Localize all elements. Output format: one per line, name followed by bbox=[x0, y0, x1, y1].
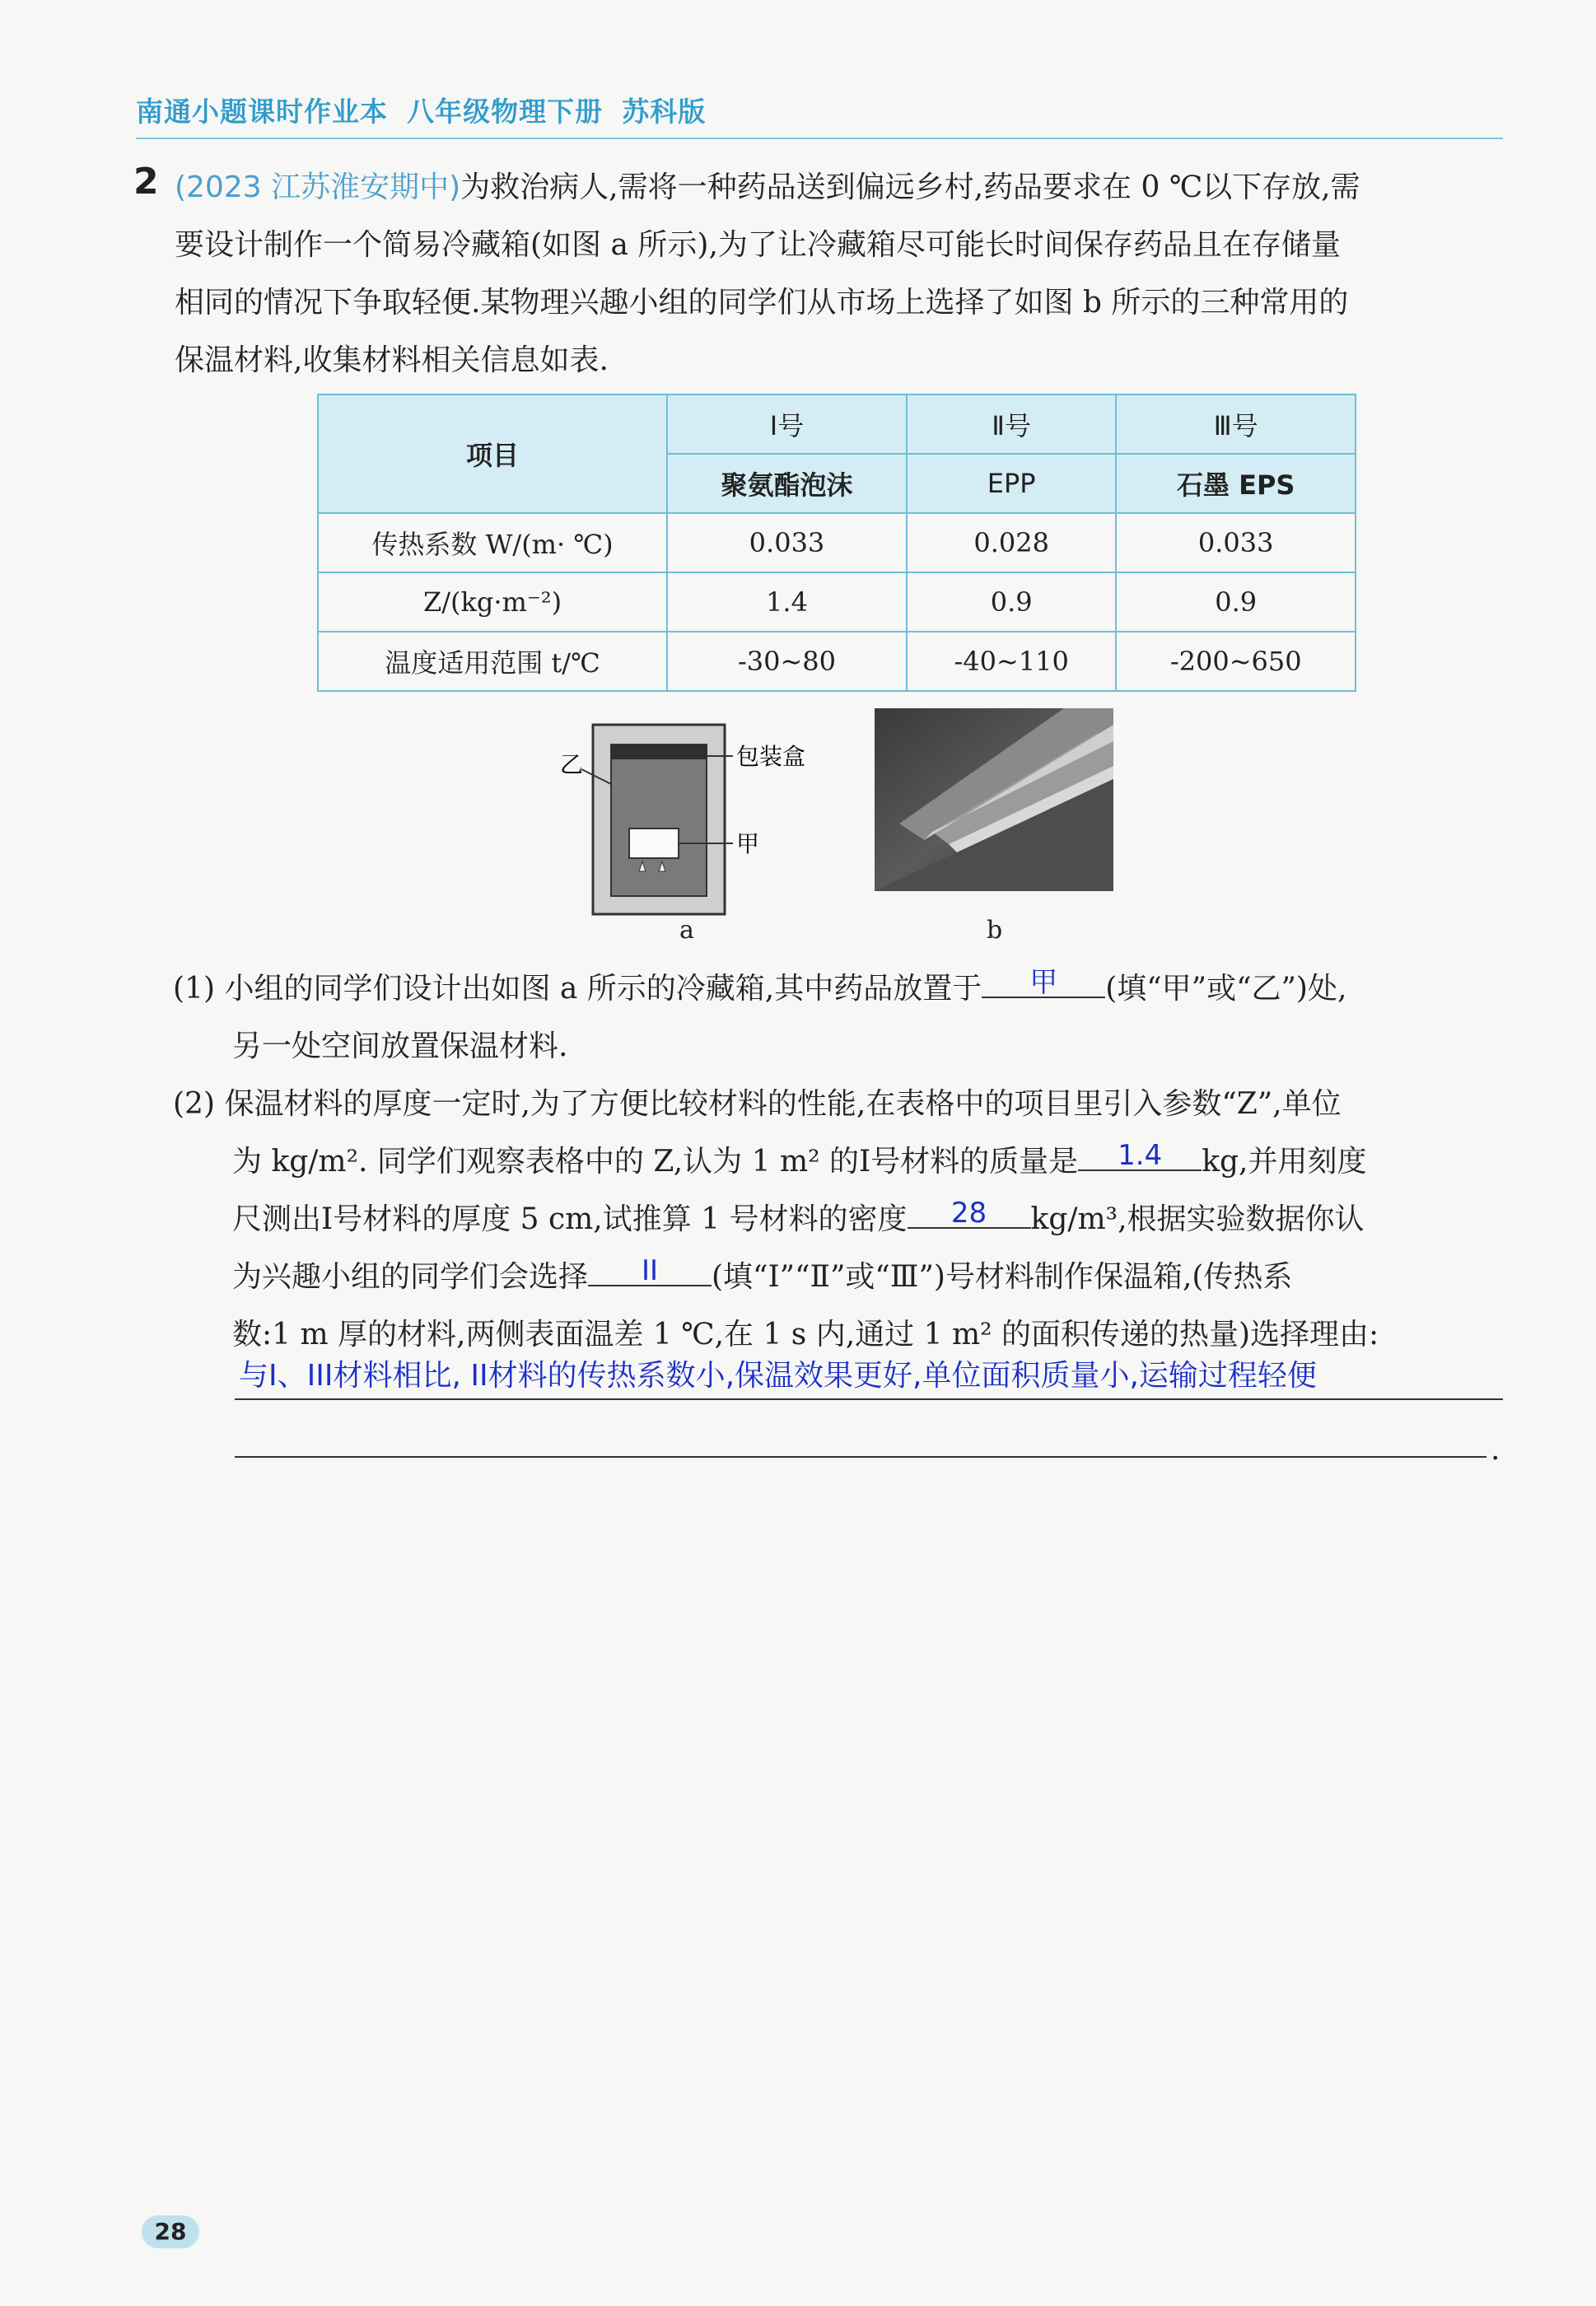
part-2-line-5: 数:1 m 厚的材料,两侧表面温差 1 ℃,在 1 s 内,通过 1 m² 的面积传递的热量)选择理由: bbox=[232, 1318, 1379, 1351]
question-line-4: 保温材料,收集材料相关信息如表. bbox=[175, 343, 609, 377]
part-2-line-2 bbox=[173, 1133, 1566, 1191]
table-cell: 0.9 bbox=[907, 572, 1116, 632]
book-grade: 八年级物理下册 bbox=[407, 96, 604, 128]
part-1-line-1 bbox=[173, 960, 1507, 1018]
caption-b: b bbox=[987, 916, 1003, 945]
part-2-line-1: (2) 保温材料的厚度一定时,为了方便比较材料的性能,在表格中的项目里引入参数“Z”,单位 bbox=[173, 1087, 1342, 1121]
answer-blank-4[interactable] bbox=[588, 1249, 712, 1286]
part-2-text: 为兴趣小组的同学们会选择 bbox=[232, 1260, 589, 1294]
answer-material: II bbox=[641, 1254, 659, 1287]
part-2-text: kg/m³,根据实验数据你认 bbox=[1030, 1202, 1365, 1236]
answer-line-1[interactable] bbox=[235, 1398, 1503, 1400]
part-2-text: (填“Ⅰ”“Ⅱ”或“Ⅲ”)号材料制作保温箱,(传热系 bbox=[712, 1260, 1293, 1294]
col-name-1: 聚氨酯泡沫 bbox=[667, 454, 907, 513]
caption-a: a bbox=[679, 916, 694, 945]
running-header bbox=[136, 91, 1503, 139]
part-1-text: (1) 小组的同学们设计出如图 a 所示的冷藏箱,其中药品放置于 bbox=[173, 972, 982, 1006]
book-edition: 苏科版 bbox=[622, 96, 707, 128]
answer-line-2[interactable] bbox=[235, 1456, 1486, 1458]
question-text-1: 为救治病人,需将一种药品送到偏远乡村,药品要求在 0 ℃以下存放,需 bbox=[460, 170, 1360, 204]
label-box: 包装盒 bbox=[736, 743, 806, 770]
question-line-1 bbox=[175, 159, 1505, 217]
col-name-3: 石墨 EPS bbox=[1116, 454, 1356, 513]
question-number: 2 bbox=[133, 161, 159, 203]
table-cell: -200~650 bbox=[1116, 632, 1356, 691]
label-yi: 乙 bbox=[560, 751, 584, 778]
table-cell: 0.033 bbox=[1116, 513, 1356, 572]
table-row bbox=[318, 513, 1356, 572]
table-cell: -30~80 bbox=[667, 632, 907, 691]
answer-reason: 与I、III材料相比, II材料的传热系数小,保温效果更好,单位面积质量小,运输过程轻便 bbox=[239, 1359, 1317, 1393]
table-row bbox=[318, 572, 1356, 632]
part-2-text: 为 kg/m². 同学们观察表格中的 Z,认为 1 m² 的Ⅰ号材料的质量是 bbox=[232, 1145, 1079, 1179]
table-row bbox=[318, 632, 1356, 691]
top-layer bbox=[611, 745, 707, 759]
inner-space bbox=[611, 745, 707, 896]
answer-blank-2[interactable] bbox=[1078, 1133, 1202, 1171]
col-name-2: EPP bbox=[907, 454, 1116, 513]
answer-blank-3[interactable] bbox=[908, 1191, 1031, 1229]
part-2-line-3 bbox=[173, 1191, 1566, 1249]
col-num-2: Ⅱ号 bbox=[907, 394, 1116, 454]
answer-1: 甲 bbox=[1029, 966, 1058, 999]
row-label: Z/(kg·m⁻²) bbox=[318, 572, 667, 632]
table-cell: 0.028 bbox=[907, 513, 1116, 572]
row-label: 传热系数 W/(m· ℃) bbox=[318, 513, 667, 572]
part-1-line-2: 另一处空间放置保温材料. bbox=[232, 1029, 568, 1063]
question-source: (2023 江苏淮安期中) bbox=[175, 170, 461, 204]
drug-container bbox=[629, 829, 679, 858]
question-line-2: 要设计制作一个简易冷藏箱(如图 a 所示),为了让冷藏箱尽可能长时间保存药品且在存储量 bbox=[175, 228, 1341, 262]
row-label: 温度适用范围 t/℃ bbox=[318, 632, 667, 691]
part-2-line-4 bbox=[173, 1249, 1566, 1306]
col-num-3: Ⅲ号 bbox=[1116, 394, 1356, 454]
col-num-1: Ⅰ号 bbox=[667, 394, 907, 454]
figure-b-material-photo bbox=[875, 708, 1113, 891]
book-title: 南通小题课时作业本 bbox=[136, 96, 388, 128]
question-line-3: 相同的情况下争取轻便.某物理兴趣小组的同学们从市场上选择了如图 b 所示的三种常用的 bbox=[175, 286, 1349, 320]
figure-a-cooler-diagram bbox=[560, 708, 856, 947]
page-number: 28 bbox=[142, 2215, 199, 2248]
table-cell: 1.4 bbox=[667, 572, 907, 632]
table-cell: 0.9 bbox=[1116, 572, 1356, 632]
label-jia: 甲 bbox=[736, 830, 760, 857]
materials-table bbox=[317, 394, 1356, 692]
part-2-text: kg,并用刻度 bbox=[1202, 1145, 1367, 1179]
part-2-text: 尺测出Ⅰ号材料的厚度 5 cm,试推算 1 号材料的密度 bbox=[232, 1202, 908, 1236]
answer-blank-1[interactable] bbox=[982, 960, 1105, 998]
table-cell: 0.033 bbox=[667, 513, 907, 572]
answer-mass: 1.4 bbox=[1118, 1139, 1163, 1172]
table-cell: -40~110 bbox=[907, 632, 1116, 691]
answer-density: 28 bbox=[950, 1197, 987, 1230]
end-period: . bbox=[1491, 1433, 1500, 1467]
part-1-text-after: (填“甲”或“乙”)处, bbox=[1105, 972, 1347, 1006]
header-item: 项目 bbox=[318, 394, 667, 513]
